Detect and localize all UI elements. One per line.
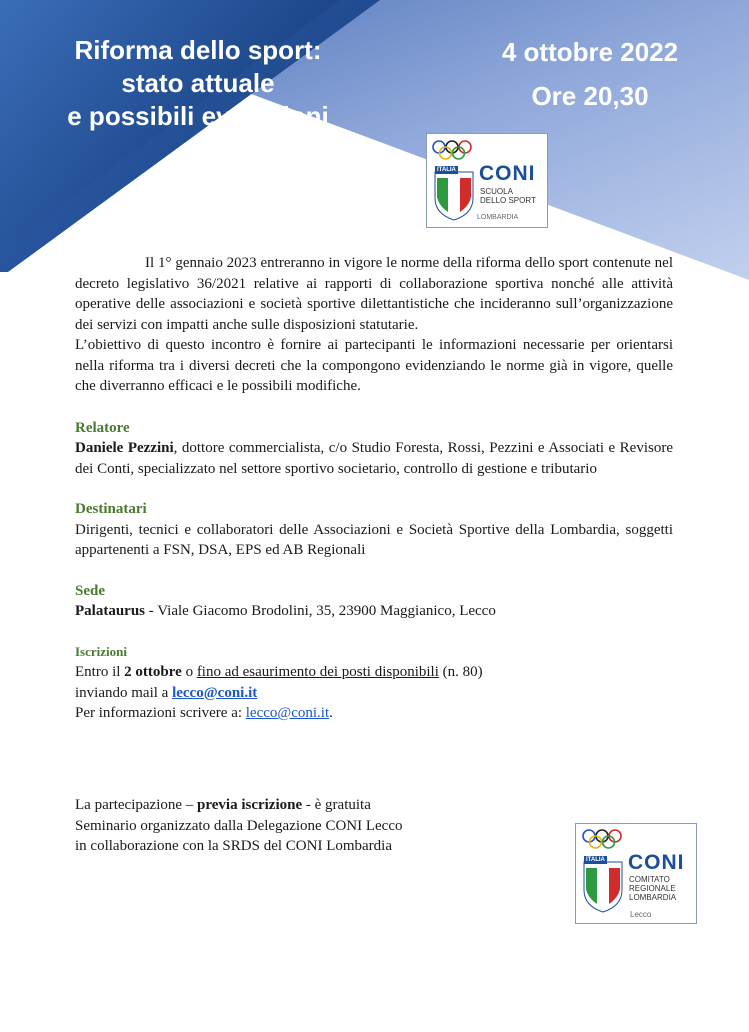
iscrizioni-section bbox=[75, 642, 673, 724]
text-fragment: Entro il bbox=[75, 664, 125, 680]
title-line-1: Riforma dello sport: bbox=[74, 35, 322, 65]
iscrizioni-heading: Iscrizioni bbox=[75, 643, 127, 659]
logo-subtitle-line: DELLO SPORT bbox=[480, 196, 536, 205]
text-fragment: o bbox=[181, 664, 197, 680]
sede-section bbox=[75, 581, 673, 622]
relatore-name: Daniele Pezzini bbox=[75, 440, 174, 456]
footer-line-3: in collaborazione con la SRDS del CONI Lombardia bbox=[75, 838, 393, 854]
intro-paragraph-2: L’obiettivo di questo incontro è fornire ai partecipanti le informazioni necessarie per orientarsi nella riforma tra i diversi decreti che la compongono evidenziando le norme già in vigore, quelle che diverranno efficaci e le possibili modifiche. bbox=[75, 337, 673, 394]
event-time: Ore 20,30 bbox=[531, 81, 649, 111]
destinatari-section bbox=[75, 499, 673, 561]
event-date: 4 ottobre 2022 bbox=[501, 37, 679, 67]
italia-label: ITALIA bbox=[437, 167, 456, 173]
registration-email-link[interactable]: lecco@coni.it bbox=[172, 684, 258, 701]
logo-subtitle-line: LOMBARDIA bbox=[629, 893, 677, 902]
availability-note: fino ad esaurimento dei posti disponibili bbox=[196, 664, 439, 680]
logo-subtitle-line: REGIONALE bbox=[629, 884, 676, 893]
destinatari-heading: Destinatari bbox=[75, 501, 147, 517]
sede-text bbox=[75, 601, 673, 622]
sede-heading: Sede bbox=[75, 582, 105, 599]
text-fragment: - è gratuita bbox=[302, 797, 371, 813]
main-content bbox=[75, 253, 673, 724]
event-title bbox=[38, 34, 358, 133]
iscrizioni-line-1 bbox=[75, 662, 673, 683]
text-fragment: . bbox=[329, 705, 333, 721]
logo-subtitle-line: COMITATO bbox=[629, 875, 670, 884]
footer-line-2: Seminario organizzato dalla Delegazione CONI Lecco bbox=[75, 817, 403, 834]
footer-notes bbox=[75, 795, 495, 857]
coni-brand: CONI bbox=[628, 851, 685, 874]
sede-venue: Palataurus bbox=[75, 603, 146, 619]
footer-line-1 bbox=[75, 795, 495, 816]
title-line-3: e possibili evoluzioni bbox=[67, 101, 329, 131]
logo-footer: Lecco bbox=[630, 910, 652, 919]
relatore-heading: Relatore bbox=[75, 419, 130, 436]
deadline: 2 ottobre bbox=[124, 664, 182, 680]
iscrizioni-line-3 bbox=[75, 703, 673, 724]
capacity-note: (n. 80) bbox=[438, 664, 483, 680]
logo-footer: LOMBARDIA bbox=[477, 214, 519, 221]
title-line-2: stato attuale bbox=[121, 68, 275, 98]
iscrizioni-line-2 bbox=[75, 683, 673, 704]
relatore-section bbox=[75, 418, 673, 480]
event-datetime bbox=[470, 30, 710, 118]
text-fragment: La partecipazione – bbox=[75, 797, 198, 813]
logo-subtitle bbox=[629, 875, 676, 902]
sede-address: - Viale Giacomo Brodolini, 35, 23900 Maggianico, Lecco bbox=[145, 603, 496, 619]
logo-subtitle bbox=[480, 187, 536, 205]
relatore-text bbox=[75, 438, 673, 479]
footer-bold: previa iscrizione bbox=[197, 797, 303, 813]
destinatari-text: Dirigenti, tecnici e collaboratori delle Associazioni e Società Sportive della Lombardia, soggetti appartenenti a FSN, DSA, EPS ed AB Regionali bbox=[75, 521, 673, 558]
info-email-link[interactable]: lecco@coni.it bbox=[245, 705, 330, 721]
intro-paragraph-1: Il 1° gennaio 2023 entreranno in vigore le norme della riforma dello sport contenute nel decreto legislativo 36/2021 relative ai rapporti di collaborazione sportiva nonché alle attività operative delle associazioni e società sportive dilettantistiche che incideranno sull’organizzazione dei servizi con impatti anche sulle disposizioni statutarie. bbox=[75, 255, 673, 333]
coni-lombardia-logo bbox=[575, 823, 697, 924]
text-fragment: inviando mail a bbox=[75, 684, 173, 701]
coni-scuola-logo bbox=[426, 133, 548, 228]
coni-brand: CONI bbox=[479, 162, 536, 185]
text-fragment: Per informazioni scrivere a: bbox=[75, 705, 246, 721]
logo-subtitle-line: SCUOLA bbox=[480, 187, 513, 196]
relatore-description: , dottore commercialista, c/o Studio Foresta, Rossi, Pezzini e Associati e Revisore dei Conti, specializzato nel settore sportivo societario, controllo di gestione e tributario bbox=[75, 440, 674, 477]
italia-label: ITALIA bbox=[586, 857, 605, 863]
